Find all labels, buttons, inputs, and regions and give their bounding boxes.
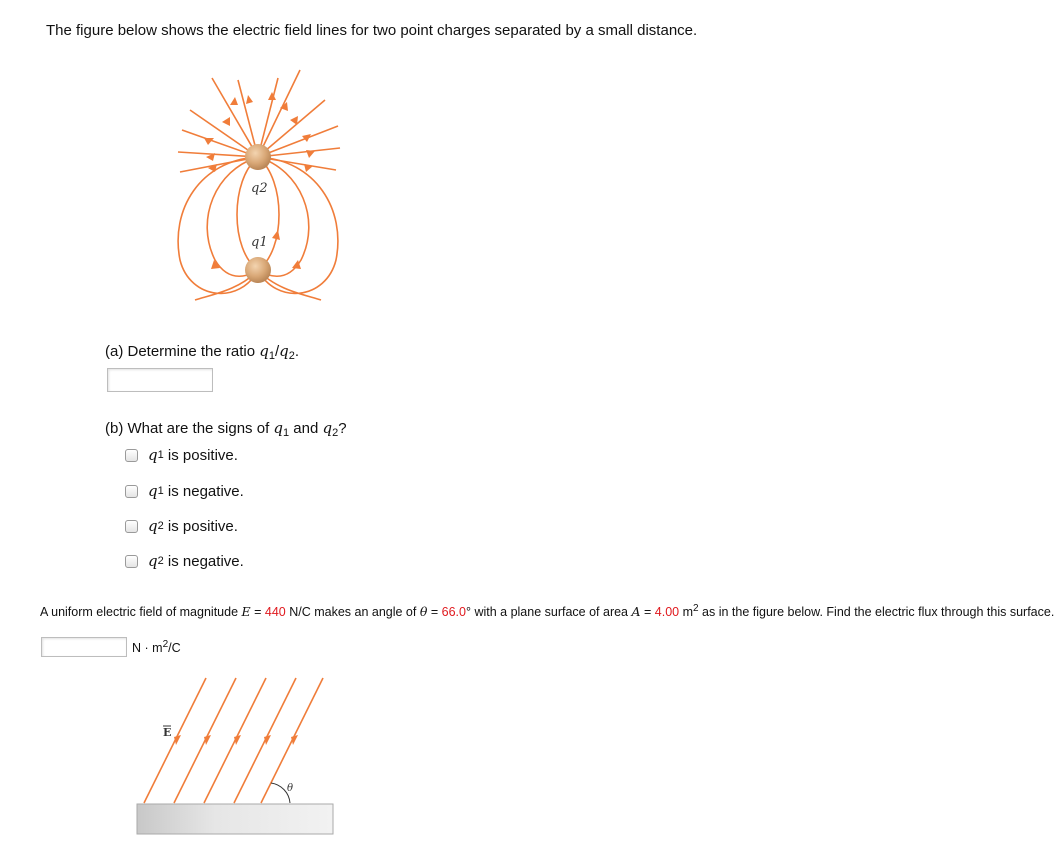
q1-symbol: q — [259, 342, 269, 360]
field-lines-figure — [160, 60, 360, 320]
q1-subscript: 1 — [283, 427, 290, 439]
checkbox[interactable] — [125, 485, 138, 498]
unit-main: N · m — [132, 641, 163, 655]
part-b-prefix: (b) What are the signs of — [105, 420, 274, 437]
option-sub: 2 — [157, 555, 164, 567]
option-var: q — [148, 517, 158, 535]
p2-text-8: as in the figure below. Find the electric flux through this surface. — [698, 605, 1055, 619]
part-a-question — [105, 342, 299, 362]
part-b-and: and — [289, 420, 323, 437]
q2-symbol: q — [279, 342, 289, 360]
flux-answer-input[interactable] — [41, 637, 127, 657]
checkbox[interactable] — [125, 520, 138, 533]
option-q2-negative[interactable] — [125, 552, 244, 570]
option-sub: 2 — [157, 520, 164, 532]
option-q1-positive[interactable] — [125, 446, 238, 464]
q1-subscript: 1 — [268, 350, 275, 362]
p2-text-4: = — [427, 605, 442, 619]
option-var: q — [148, 482, 158, 500]
unit-exponent: 2 — [162, 639, 169, 650]
flux-unit — [132, 639, 181, 655]
unit-tail: /C — [168, 641, 181, 655]
option-var: q — [148, 446, 158, 464]
E-vector-label: E — [163, 726, 172, 739]
problem-intro: The figure below shows the electric field lines for two point charges separated by a small distance. — [46, 22, 698, 39]
area-exponent: 2 — [693, 603, 699, 614]
ratio-slash: / — [274, 343, 280, 360]
A-value: 4.00 — [654, 605, 680, 619]
option-q2-positive[interactable] — [125, 517, 238, 535]
E-symbol: E — [241, 604, 251, 619]
p2-text-5: ° with a plane surface of area — [465, 605, 632, 619]
option-label: is positive. — [163, 517, 238, 535]
option-var: q — [148, 552, 158, 570]
q2-subscript: 2 — [288, 350, 295, 362]
option-sub: 1 — [157, 485, 164, 497]
p2-text-1: A uniform electric field of magnitude — [40, 605, 242, 619]
option-sub: 1 — [157, 449, 164, 461]
E-value: 440 — [264, 605, 286, 619]
q1-figure-label: q1 — [251, 235, 268, 250]
q1-symbol: q — [273, 419, 284, 437]
option-label: is negative. — [163, 552, 244, 570]
theta-symbol: θ — [419, 604, 428, 619]
checkbox[interactable] — [125, 449, 138, 462]
part-a-suffix: . — [294, 343, 300, 360]
p2-text-6: = — [640, 605, 655, 619]
part-b-question — [105, 419, 347, 439]
ratio-answer-input[interactable] — [107, 368, 213, 392]
theta-value: 66.0 — [441, 605, 466, 619]
flux-figure — [130, 670, 340, 840]
p2-text-2: = — [250, 605, 265, 619]
part-a-prefix: (a) Determine the ratio — [105, 343, 260, 360]
theta-figure-label: θ — [287, 783, 294, 794]
checkbox[interactable] — [125, 555, 138, 568]
q2-subscript: 2 — [332, 427, 339, 439]
option-label: is negative. — [163, 482, 244, 500]
q2-figure-label: q2 — [251, 181, 268, 196]
option-q1-negative[interactable] — [125, 482, 244, 500]
A-symbol: A — [631, 604, 641, 619]
part-b-suffix: ? — [338, 420, 347, 437]
p2-text-3: N/C makes an angle of — [285, 605, 420, 619]
option-label: is positive. — [163, 446, 238, 464]
p2-text-7: m — [679, 605, 693, 619]
q2-symbol: q — [322, 419, 333, 437]
problem2-text — [40, 600, 1055, 621]
